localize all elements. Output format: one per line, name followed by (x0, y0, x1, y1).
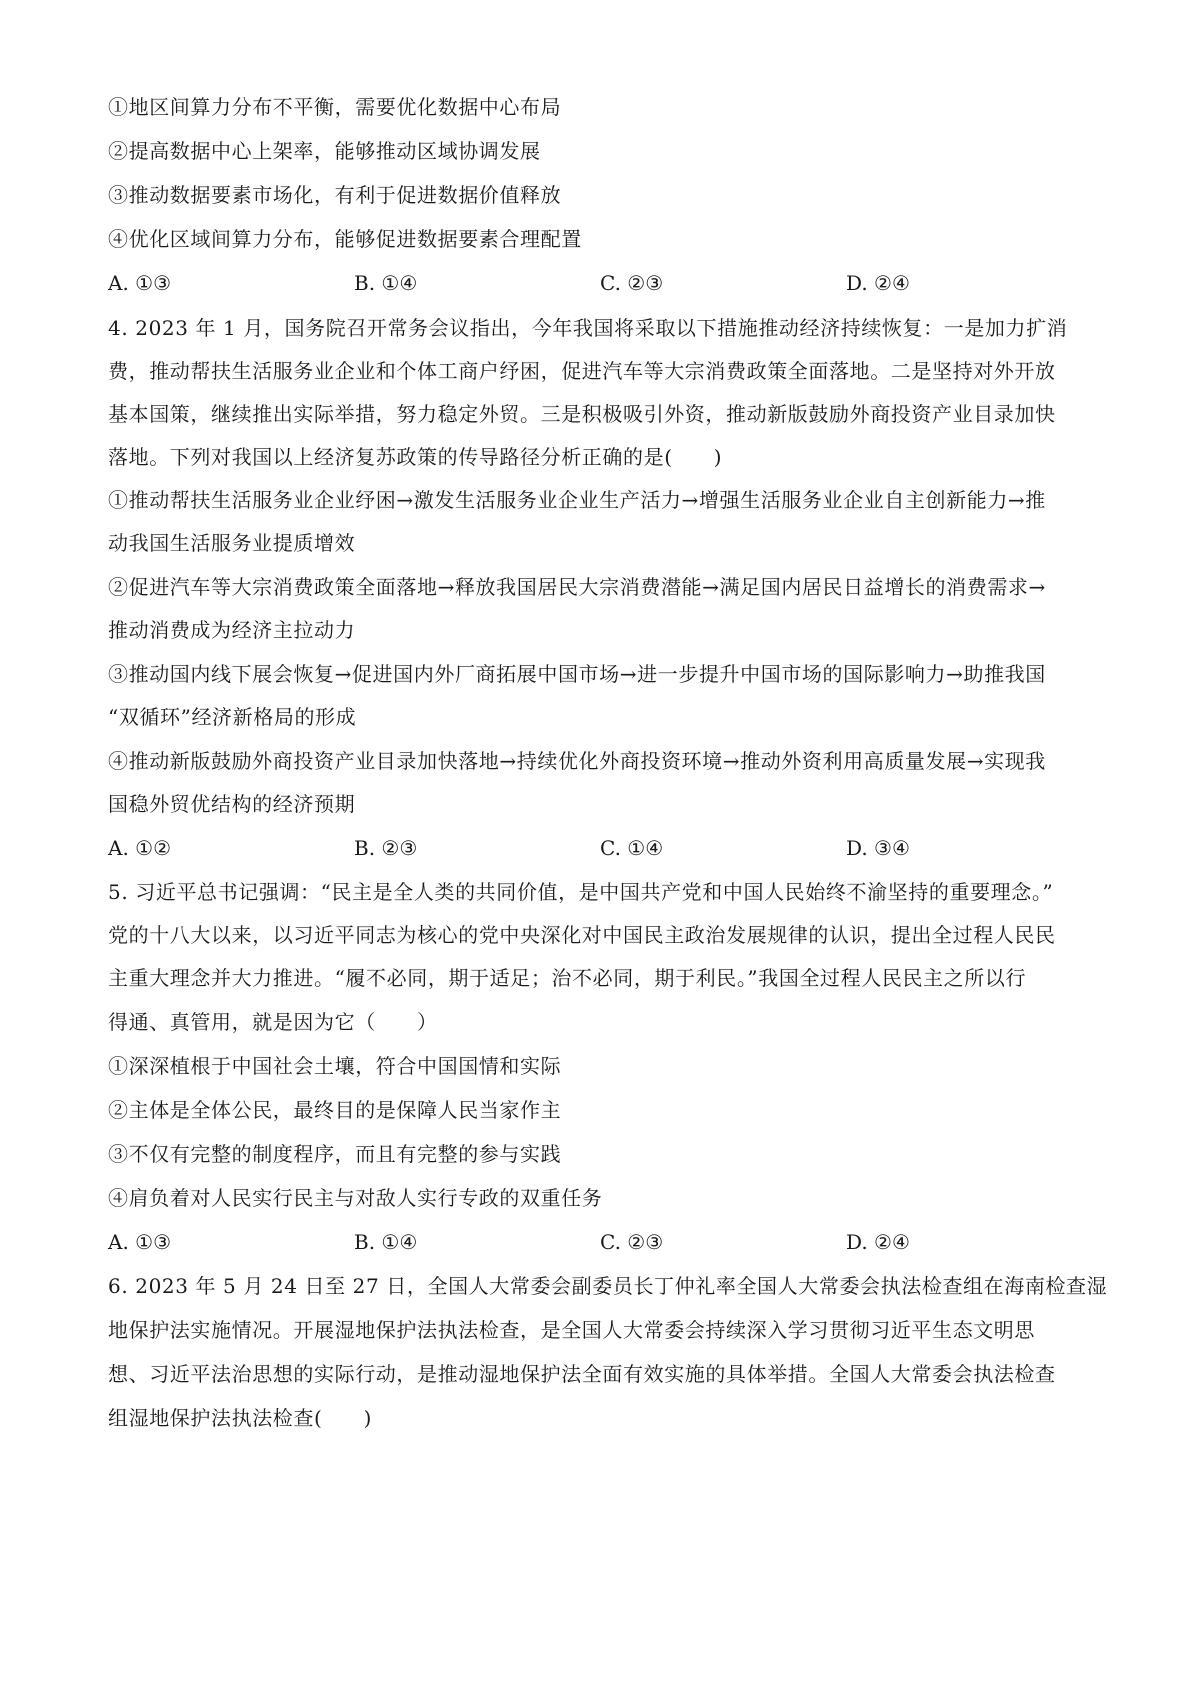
q3-options (108, 270, 1088, 296)
q3-option-b[interactable]: B. ①④ (354, 271, 418, 295)
q4-stem-line-4: 落地。下列对我国以上经济复苏政策的传导路径分析正确的是( ) (108, 445, 723, 469)
q5-option-b[interactable]: B. ①④ (354, 1230, 418, 1254)
q4-options (108, 835, 1088, 861)
q4-option-d[interactable]: D. ③④ (846, 836, 910, 860)
q5-statement-2: ②主体是全体公民，最终目的是保障人民当家作主 (108, 1098, 562, 1122)
q6-stem-line-2: 地保护法实施情况。开展湿地保护法执法检查，是全国人大常委会持续深入学习贯彻习近平生态文明思 (108, 1318, 1035, 1342)
q4-statement-1: ①推动帮扶生活服务业企业纾困→激发生活服务业企业生产活力→增强生活服务业企业自主创新能力→推 (108, 488, 1046, 512)
q5-stem-line-2: 党的十八大以来，以习近平同志为核心的党中央深化对中国民主政治发展规律的认识，提出全过程人民民 (108, 923, 1056, 947)
q5-statement-3: ③不仅有完整的制度程序，而且有完整的参与实践 (108, 1142, 562, 1166)
q4-statement-3-cont: “双循环”经济新格局的形成 (108, 705, 357, 729)
q5-option-a[interactable]: A. ①③ (108, 1230, 172, 1254)
q4-statement-4: ④推动新版鼓励外商投资产业目录加快落地→持续优化外商投资环境→推动外资利用高质量发展→实现我 (108, 749, 1046, 773)
q4-statement-4-cont: 国稳外贸优结构的经济预期 (108, 792, 356, 816)
q5-statement-1: ①深深植根于中国社会土壤，符合中国国情和实际 (108, 1054, 562, 1078)
q5-stem-line-3: 主重大理念并大力推进。“履不必同，期于适足；治不必同，期于利民。”我国全过程人民民主之所以行 (108, 966, 1027, 990)
q3-statement-2: ②提高数据中心上架率，能够推动区域协调发展 (108, 139, 541, 163)
q6-stem-line-4: 组湿地保护法执法检查( ) (108, 1406, 373, 1430)
q5-stem-line-4: 得通、真管用，就是因为它（ ） (108, 1010, 438, 1034)
q4-stem-line-2: 费，推动帮扶生活服务业企业和个体工商户纾困，促进汽车等大宗消费政策全面落地。二是坚持对外开放 (108, 359, 1056, 383)
q5-options (108, 1229, 1088, 1255)
q3-option-a[interactable]: A. ①③ (108, 271, 172, 295)
q4-stem-line-1: 4. 2023 年 1 月，国务院召开常务会议指出，今年我国将采取以下措施推动经济持续恢复：一是加力扩消 (108, 316, 1068, 340)
q5-statement-4: ④肩负着对人民实行民主与对敌人实行专政的双重任务 (108, 1186, 603, 1210)
q3-statement-3: ③推动数据要素市场化，有利于促进数据价值释放 (108, 183, 562, 207)
q3-statement-4: ④优化区域间算力分布，能够促进数据要素合理配置 (108, 227, 582, 251)
q3-statement-1: ①地区间算力分布不平衡，需要优化数据中心布局 (108, 95, 562, 119)
q3-option-d[interactable]: D. ②④ (846, 271, 910, 295)
q4-statement-2-cont: 推动消费成为经济主拉动力 (108, 618, 356, 642)
q4-statement-1-cont: 动我国生活服务业提质增效 (108, 531, 356, 555)
q4-option-b[interactable]: B. ②③ (354, 836, 418, 860)
q4-stem-line-3: 基本国策，继续推出实际举措，努力稳定外贸。三是积极吸引外资，推动新版鼓励外商投资产业目录加快 (108, 402, 1056, 426)
q4-statement-2: ②促进汽车等大宗消费政策全面落地→释放我国居民大宗消费潜能→满足国内居民日益增长的消费需求→ (108, 575, 1046, 599)
q6-stem-line-3: 想、习近平法治思想的实际行动，是推动湿地保护法全面有效实施的具体举措。全国人大常委会执法检查 (108, 1362, 1056, 1386)
q5-stem-line-1: 5. 习近平总书记强调：“民主是全人类的共同价值，是中国共产党和中国人民始终不渝坚持的重要理念。” (108, 880, 1054, 904)
q5-option-d[interactable]: D. ②④ (846, 1230, 910, 1254)
q5-option-c[interactable]: C. ②③ (600, 1230, 664, 1254)
q4-option-a[interactable]: A. ①② (108, 836, 172, 860)
q4-statement-3: ③推动国内线下展会恢复→促进国内外厂商拓展中国市场→进一步提升中国市场的国际影响力→助推我国 (108, 662, 1046, 686)
q4-option-c[interactable]: C. ①④ (600, 836, 664, 860)
q6-stem-line-1: 6. 2023 年 5 月 24 日至 27 日，全国人大常委会副委员长丁仲礼率全国人大常委会执法检查组在海南检查湿 (108, 1274, 1108, 1298)
q3-option-c[interactable]: C. ②③ (600, 271, 664, 295)
